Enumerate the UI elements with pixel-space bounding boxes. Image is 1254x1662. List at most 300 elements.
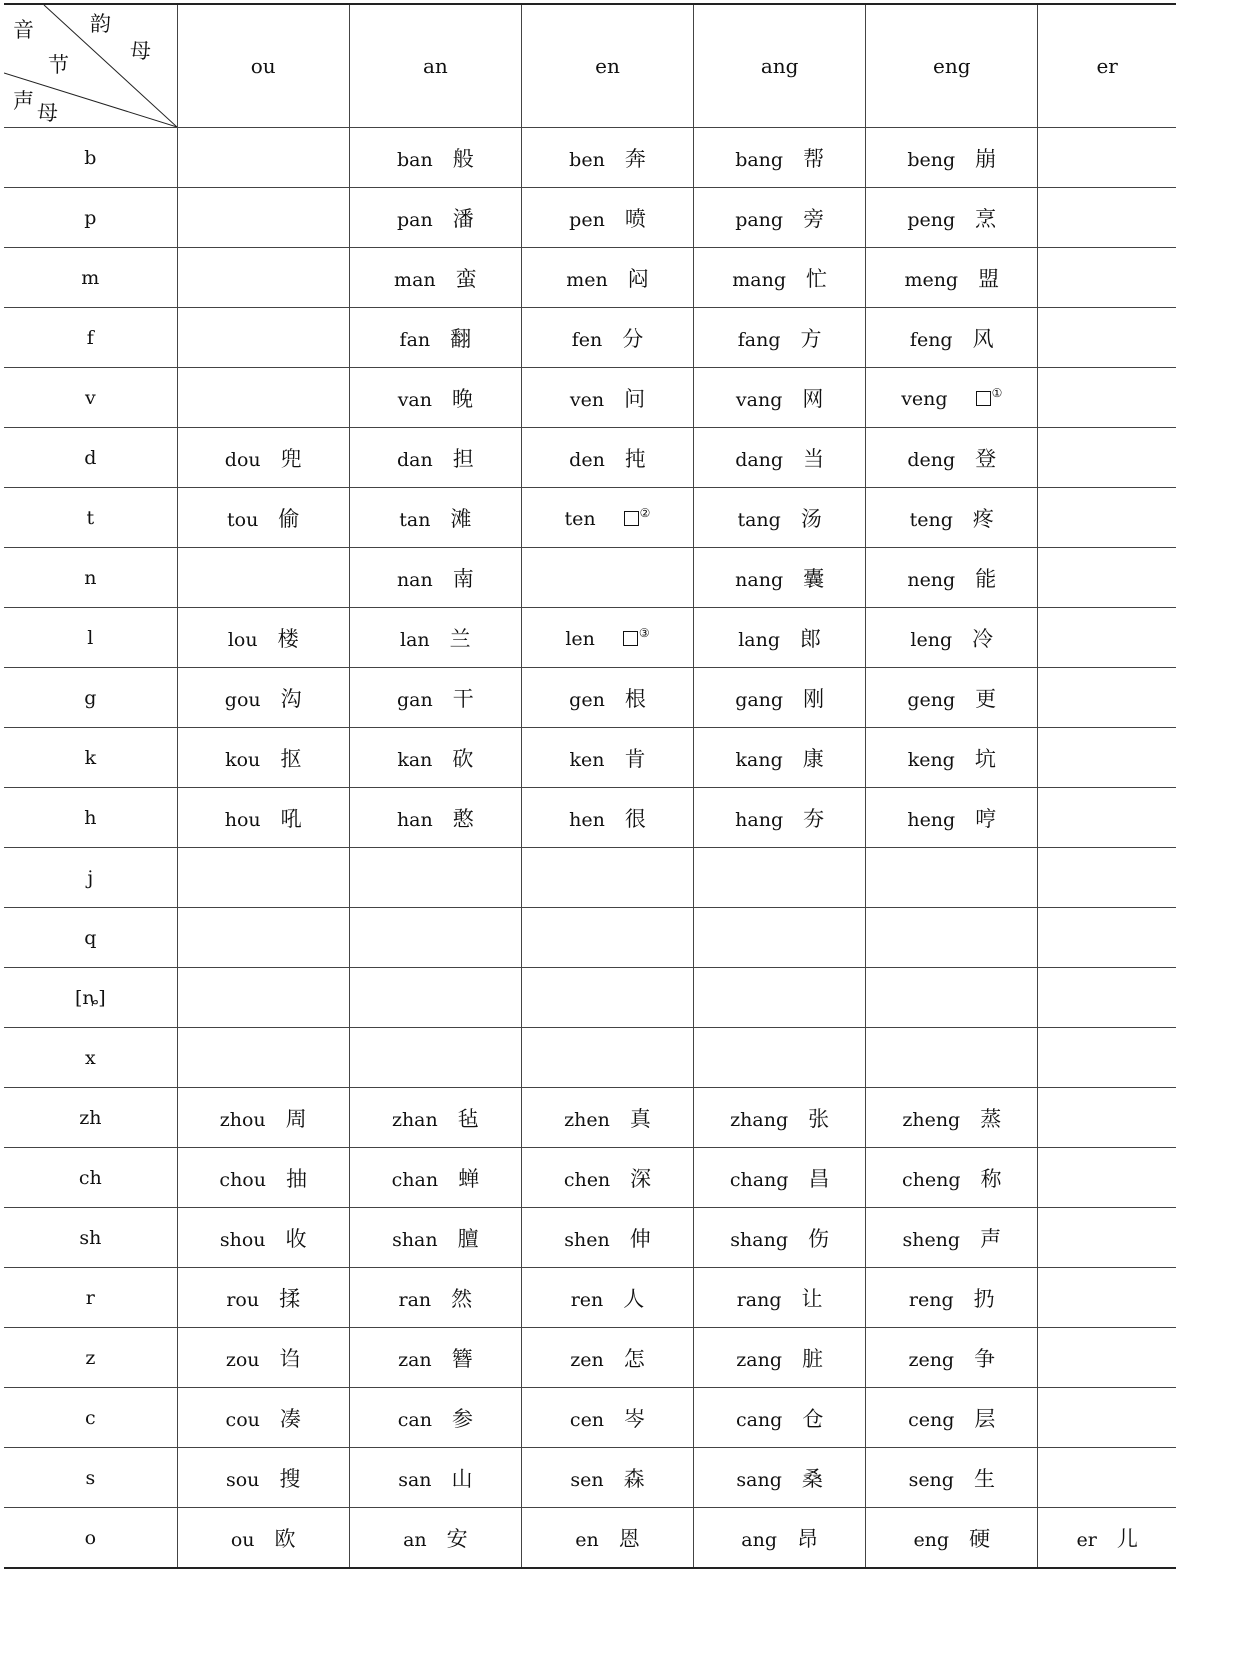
pinyin-text: fen — [571, 328, 603, 351]
corner-label-mu-2: 母 — [37, 101, 58, 125]
pinyin-text: kou — [225, 748, 261, 771]
pinyin-text: cheng — [902, 1168, 961, 1191]
pinyin-text: en — [575, 1528, 599, 1551]
hanzi-text: 囊 — [803, 566, 825, 591]
pinyin-text: ren — [570, 1288, 604, 1311]
syllable-cell — [521, 788, 693, 848]
syllable-cell — [1038, 188, 1176, 248]
hanzi-text: 张 — [808, 1106, 830, 1131]
pinyin-text: eng — [913, 1528, 950, 1551]
hanzi-text: 收 — [285, 1226, 307, 1251]
hanzi-text: 然 — [451, 1286, 473, 1311]
syllable-cell — [1038, 308, 1176, 368]
hanzi-text: 忙 — [806, 266, 827, 291]
footnote-marker: ③ — [638, 625, 650, 640]
pinyin-text: han — [396, 808, 433, 831]
hanzi-text: 当 — [803, 446, 825, 471]
syllable-cell — [694, 1448, 866, 1508]
hanzi-text: 儿 — [1116, 1526, 1138, 1551]
pinyin-text: zeng — [908, 1348, 955, 1371]
initial-cell: b — [4, 128, 177, 188]
hanzi-text: 蛮 — [455, 266, 477, 291]
hanzi-text: 哼 — [975, 806, 997, 831]
hanzi-text: 森 — [623, 1466, 645, 1491]
syllable-cell — [349, 968, 521, 1028]
hanzi-text: 肯 — [624, 746, 646, 771]
hanzi-text: 仓 — [802, 1406, 824, 1431]
syllable-cell — [349, 1208, 521, 1268]
final-header: ang — [694, 4, 866, 128]
hanzi-text: 搜 — [279, 1466, 301, 1491]
pinyin-text: meng — [904, 268, 959, 291]
pinyin-text: ang — [741, 1528, 777, 1551]
pinyin-text: ran — [398, 1288, 432, 1311]
hanzi-text: 郎 — [800, 626, 822, 651]
hanzi-text: 吼 — [280, 806, 302, 831]
syllable-cell — [866, 608, 1038, 668]
table-row — [4, 308, 1176, 368]
initial-cell: s — [4, 1448, 177, 1508]
syllable-cell — [521, 308, 693, 368]
syllable-cell — [694, 248, 866, 308]
pinyin-text: er — [1076, 1528, 1097, 1551]
initial-cell: c — [4, 1388, 177, 1448]
syllable-cell — [177, 1508, 349, 1569]
syllable-cell — [349, 308, 521, 368]
hanzi-text: 深 — [630, 1166, 652, 1191]
initial-cell: zh — [4, 1088, 177, 1148]
table-row — [4, 1028, 1176, 1088]
corner-label-mu-1: 母 — [130, 39, 151, 63]
pinyin-text: sen — [570, 1468, 604, 1491]
syllable-cell — [694, 1268, 866, 1328]
hanzi-text: 真 — [629, 1106, 651, 1131]
missing-char-box — [624, 511, 639, 526]
hanzi-text: 更 — [975, 686, 997, 711]
hanzi-text: 扔 — [973, 1286, 995, 1311]
corner-label-jie: 节 — [48, 53, 69, 77]
pinyin-text: fang — [737, 328, 781, 351]
pinyin-text: fan — [399, 328, 431, 351]
hanzi-text: 昌 — [808, 1166, 830, 1191]
hanzi-text: 怎 — [623, 1346, 645, 1371]
hanzi-text: 刚 — [803, 686, 825, 711]
syllable-cell — [1038, 488, 1176, 548]
hanzi-text: 凑 — [279, 1406, 301, 1431]
syllable-cell — [1038, 248, 1176, 308]
pinyin-text: gou — [224, 688, 261, 711]
syllable-cell — [694, 728, 866, 788]
hanzi-text: 蒸 — [980, 1106, 1002, 1131]
hanzi-text: 声 — [980, 1226, 1002, 1251]
syllable-cell — [694, 968, 866, 1028]
syllable-cell — [349, 1508, 521, 1569]
syllable-cell — [177, 1268, 349, 1328]
hanzi-text: 方 — [800, 326, 822, 351]
table-row — [4, 428, 1176, 488]
pinyin-text: an — [403, 1528, 427, 1551]
pinyin-text: len — [565, 627, 595, 650]
hanzi-text: 让 — [801, 1286, 823, 1311]
corner-label-sheng: 声 — [13, 89, 34, 113]
syllable-cell — [177, 1088, 349, 1148]
pinyin-text: neng — [907, 568, 956, 591]
syllable-cell — [694, 1028, 866, 1088]
syllable-cell — [1038, 1268, 1176, 1328]
syllable-cell — [694, 908, 866, 968]
hanzi-text: 揉 — [279, 1286, 301, 1311]
syllable-cell — [521, 1208, 693, 1268]
initial-cell: r — [4, 1268, 177, 1328]
syllable-cell — [521, 1148, 693, 1208]
pinyin-text: zheng — [902, 1108, 961, 1131]
hanzi-text: 喷 — [624, 206, 646, 231]
syllable-cell — [866, 308, 1038, 368]
syllable-cell — [349, 188, 521, 248]
syllable-cell — [349, 908, 521, 968]
syllable-cell — [694, 548, 866, 608]
table-row — [4, 1208, 1176, 1268]
syllable-cell — [177, 728, 349, 788]
table-row — [4, 908, 1176, 968]
missing-char-box — [976, 391, 991, 406]
syllable-cell — [521, 1448, 693, 1508]
hanzi-text: 夯 — [803, 806, 825, 831]
initial-cell: v — [4, 368, 177, 428]
syllable-cell — [521, 1328, 693, 1388]
table-row — [4, 368, 1176, 428]
hanzi-text: 汤 — [800, 506, 822, 531]
table-row — [4, 1328, 1176, 1388]
syllable-cell — [349, 428, 521, 488]
table-row — [4, 968, 1176, 1028]
syllable-cell — [521, 548, 693, 608]
syllable-cell — [866, 908, 1038, 968]
pinyin-text: chen — [563, 1168, 611, 1191]
syllable-cell — [521, 1508, 693, 1569]
hanzi-text: 滩 — [450, 506, 472, 531]
syllable-cell — [866, 1088, 1038, 1148]
table-row — [4, 488, 1176, 548]
hanzi-text: 干 — [452, 686, 474, 711]
syllable-cell — [349, 848, 521, 908]
syllable-table — [4, 3, 1176, 1569]
hanzi-text: 诌 — [279, 1346, 301, 1371]
syllable-cell — [521, 428, 693, 488]
pinyin-text: heng — [907, 808, 956, 831]
pinyin-text: teng — [909, 508, 953, 531]
final-header: en — [521, 4, 693, 128]
pinyin-text: shan — [392, 1228, 438, 1251]
pinyin-text: zhen — [564, 1108, 610, 1131]
pinyin-text: sheng — [902, 1228, 961, 1251]
hanzi-text: 脏 — [802, 1346, 823, 1371]
pinyin-text: pang — [735, 208, 784, 231]
initial-cell: n — [4, 548, 177, 608]
syllable-cell — [177, 608, 349, 668]
syllable-cell — [521, 908, 693, 968]
syllable-cell — [521, 668, 693, 728]
syllable-cell — [1038, 548, 1176, 608]
syllable-cell — [694, 368, 866, 428]
pinyin-text: chang — [729, 1168, 789, 1191]
syllable-cell — [177, 368, 349, 428]
syllable-cell — [521, 1268, 693, 1328]
syllable-cell — [349, 1448, 521, 1508]
pinyin-text: ben — [569, 148, 605, 171]
syllable-cell — [521, 128, 693, 188]
syllable-cell — [349, 668, 521, 728]
pinyin-text: rou — [226, 1288, 260, 1311]
syllable-cell — [177, 1148, 349, 1208]
hanzi-text: 毡 — [457, 1106, 479, 1131]
syllable-cell — [1038, 1148, 1176, 1208]
syllable-cell — [694, 128, 866, 188]
pinyin-text: peng — [907, 208, 956, 231]
pinyin-text: sou — [225, 1468, 260, 1491]
pinyin-text: feng — [909, 328, 953, 351]
hanzi-text: 争 — [974, 1346, 996, 1371]
corner-label-yun: 韵 — [90, 12, 111, 36]
pinyin-text: reng — [908, 1288, 954, 1311]
syllable-cell — [521, 848, 693, 908]
syllable-cell — [177, 1448, 349, 1508]
initial-cell: h — [4, 788, 177, 848]
hanzi-text: 岑 — [624, 1406, 646, 1431]
pinyin-text: chou — [219, 1168, 266, 1191]
hanzi-text: 盟 — [978, 266, 1000, 291]
hanzi-text: 膻 — [457, 1226, 479, 1251]
hanzi-text: 桑 — [801, 1466, 823, 1491]
pinyin-text: hen — [569, 808, 605, 831]
pinyin-text: nan — [396, 568, 433, 591]
pinyin-text: lang — [738, 628, 781, 651]
syllable-cell — [349, 248, 521, 308]
syllable-cell — [866, 248, 1038, 308]
table-row — [4, 1508, 1176, 1569]
syllable-cell — [1038, 848, 1176, 908]
pinyin-text: dang — [735, 448, 784, 471]
syllable-cell — [694, 848, 866, 908]
syllable-cell — [177, 188, 349, 248]
initial-cell: [ȵ] — [4, 968, 177, 1028]
hanzi-text: 风 — [972, 326, 994, 351]
table-row — [4, 128, 1176, 188]
table-row — [4, 1388, 1176, 1448]
hanzi-text: 问 — [624, 386, 646, 411]
pinyin-text: vang — [735, 388, 783, 411]
pinyin-text: keng — [907, 748, 955, 771]
syllable-cell — [694, 1208, 866, 1268]
hanzi-text: 周 — [285, 1106, 307, 1131]
syllable-cell — [349, 788, 521, 848]
pinyin-text: pan — [396, 208, 433, 231]
syllable-cell — [1038, 1508, 1176, 1569]
syllable-cell — [694, 668, 866, 728]
initial-cell: d — [4, 428, 177, 488]
pinyin-text: zhan — [391, 1108, 438, 1131]
pinyin-text: zen — [570, 1348, 604, 1371]
syllable-cell — [177, 308, 349, 368]
pinyin-text: ceng — [908, 1408, 955, 1431]
hanzi-text: 晚 — [452, 386, 473, 411]
hanzi-text: 烹 — [975, 206, 997, 231]
syllable-cell — [694, 1508, 866, 1569]
hanzi-text: 伤 — [807, 1226, 829, 1251]
hanzi-text: 翻 — [450, 326, 472, 351]
syllable-cell — [1038, 788, 1176, 848]
footnote-marker: ① — [991, 385, 1003, 400]
hanzi-text: 人 — [623, 1286, 645, 1311]
syllable-cell — [349, 1148, 521, 1208]
hanzi-text: 登 — [975, 446, 997, 471]
pinyin-text: kang — [735, 748, 783, 771]
syllable-cell — [177, 1328, 349, 1388]
pinyin-text: shang — [730, 1228, 788, 1251]
table-row — [4, 1148, 1176, 1208]
final-header: er — [1038, 4, 1176, 128]
hanzi-text: 般 — [452, 146, 474, 171]
hanzi-text: 欧 — [274, 1526, 296, 1551]
pinyin-text: ken — [569, 748, 605, 771]
hanzi-text: 山 — [451, 1466, 473, 1491]
hanzi-text: 担 — [452, 446, 474, 471]
table-row — [4, 848, 1176, 908]
syllable-cell — [694, 428, 866, 488]
syllable-cell — [177, 1028, 349, 1088]
hanzi-text: 生 — [973, 1466, 995, 1491]
table-row — [4, 788, 1176, 848]
pinyin-text: ten — [564, 507, 596, 530]
syllable-cell — [1038, 368, 1176, 428]
table-row — [4, 1448, 1176, 1508]
corner-header — [4, 4, 177, 128]
initial-cell: m — [4, 248, 177, 308]
hanzi-text: 层 — [974, 1406, 996, 1431]
hanzi-text: 硬 — [969, 1526, 991, 1551]
table-row — [4, 668, 1176, 728]
syllable-cell — [177, 788, 349, 848]
syllable-cell — [694, 1088, 866, 1148]
initial-cell: k — [4, 728, 177, 788]
pinyin-text: seng — [908, 1468, 954, 1491]
pinyin-text: zhou — [219, 1108, 266, 1131]
initial-cell: f — [4, 308, 177, 368]
syllable-cell — [1038, 608, 1176, 668]
syllable-cell — [1038, 1208, 1176, 1268]
syllable-cell — [349, 1028, 521, 1088]
hanzi-text: 很 — [624, 806, 646, 831]
syllable-cell — [866, 848, 1038, 908]
syllable-cell — [521, 188, 693, 248]
syllable-cell — [177, 1208, 349, 1268]
syllable-cell — [177, 1388, 349, 1448]
initial-cell: x — [4, 1028, 177, 1088]
pinyin-text: rang — [736, 1288, 782, 1311]
hanzi-text: 南 — [452, 566, 474, 591]
hanzi-text: 坑 — [974, 746, 996, 771]
syllable-cell — [521, 608, 693, 668]
hanzi-text: 称 — [980, 1166, 1002, 1191]
syllable-cell — [866, 488, 1038, 548]
syllable-cell — [521, 368, 693, 428]
syllable-cell — [694, 308, 866, 368]
pinyin-text: nang — [735, 568, 784, 591]
hanzi-text: 康 — [802, 746, 824, 771]
pinyin-text: zou — [225, 1348, 260, 1371]
table-row — [4, 1268, 1176, 1328]
syllable-cell — [1038, 668, 1176, 728]
final-header: eng — [866, 4, 1038, 128]
pinyin-text: gang — [735, 688, 784, 711]
pinyin-text: man — [394, 268, 436, 291]
pinyin-text: kan — [397, 748, 433, 771]
hanzi-text: 蝉 — [458, 1166, 480, 1191]
syllable-cell — [177, 908, 349, 968]
pinyin-text: hou — [224, 808, 261, 831]
syllable-cell — [866, 728, 1038, 788]
pinyin-text: ban — [396, 148, 433, 171]
hanzi-text: 奔 — [624, 146, 646, 171]
syllable-cell — [866, 188, 1038, 248]
syllable-cell — [1038, 1328, 1176, 1388]
pinyin-text: zan — [398, 1348, 432, 1371]
syllable-cell — [1038, 1448, 1176, 1508]
initial-cell: p — [4, 188, 177, 248]
syllable-cell — [521, 968, 693, 1028]
pinyin-text: cou — [225, 1408, 260, 1431]
hanzi-text: 网 — [802, 386, 824, 411]
syllable-cell — [1038, 1088, 1176, 1148]
syllable-cell — [349, 368, 521, 428]
syllable-cell — [521, 1088, 693, 1148]
pinyin-text: ven — [569, 388, 605, 411]
hanzi-text: 参 — [451, 1406, 473, 1431]
hanzi-text: 根 — [624, 686, 646, 711]
hanzi-text: 兜 — [280, 446, 302, 471]
syllable-cell — [521, 1028, 693, 1088]
pinyin-text: shen — [564, 1228, 610, 1251]
pinyin-text: sang — [736, 1468, 782, 1491]
syllable-cell — [349, 608, 521, 668]
syllable-cell — [521, 728, 693, 788]
syllable-cell — [1038, 908, 1176, 968]
syllable-cell — [1038, 968, 1176, 1028]
initial-cell: z — [4, 1328, 177, 1388]
hanzi-text: 安 — [446, 1526, 468, 1551]
syllable-cell — [694, 788, 866, 848]
syllable-cell — [349, 1268, 521, 1328]
syllable-cell — [521, 488, 693, 548]
syllable-cell — [866, 1388, 1038, 1448]
hanzi-text: 伸 — [629, 1226, 651, 1251]
pinyin-text: men — [566, 268, 608, 291]
syllable-cell — [694, 1388, 866, 1448]
syllable-cell — [349, 1388, 521, 1448]
pinyin-text: gen — [569, 688, 605, 711]
pinyin-text: shou — [219, 1228, 266, 1251]
syllable-cell — [177, 488, 349, 548]
syllable-cell — [349, 548, 521, 608]
syllable-cell — [866, 968, 1038, 1028]
pinyin-text: san — [398, 1468, 432, 1491]
syllable-cell — [1038, 128, 1176, 188]
syllable-cell — [177, 848, 349, 908]
syllable-cell — [866, 128, 1038, 188]
pinyin-text: tan — [399, 508, 431, 531]
pinyin-text: gan — [396, 688, 433, 711]
hanzi-text: 扽 — [624, 446, 646, 471]
